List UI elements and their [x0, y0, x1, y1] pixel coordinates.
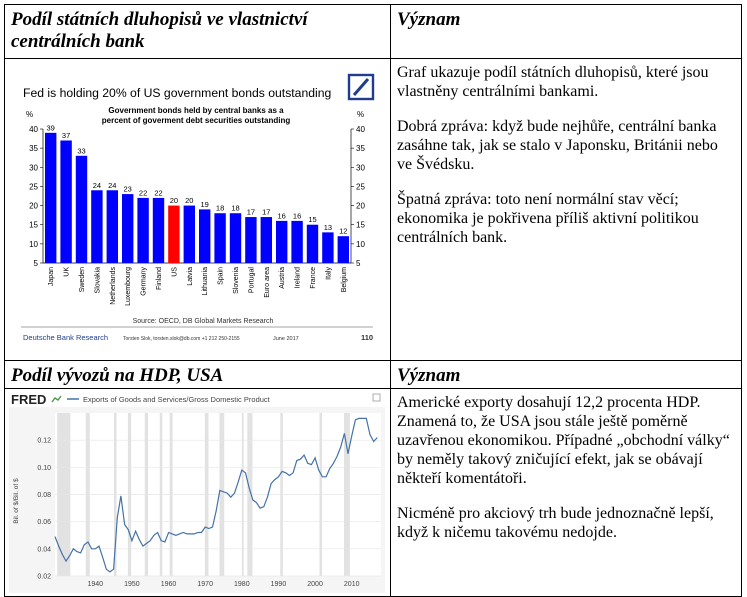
- db-bar-germany: [137, 198, 148, 263]
- db-bar-finland: [153, 198, 164, 263]
- section1-paragraph: Dobrá zpráva: když bude nejhůře, centrální banka zasáhne tak, jak se stalo v Japonsku, Británii nebo ve Švédsku.: [397, 118, 718, 173]
- db-y-tick-label-left: 5: [33, 259, 38, 268]
- db-x-category-label: Slovakia: [94, 267, 102, 294]
- db-x-category-label: Finland: [156, 267, 163, 290]
- db-bar-italy: [322, 232, 333, 263]
- content-table: [4, 4, 742, 597]
- db-bar-value-label: 18: [231, 203, 240, 213]
- db-x-category-label: Lithuania: [202, 267, 210, 296]
- db-y-tick-label-left: 25: [29, 182, 38, 192]
- section2-header-row: [5, 361, 742, 389]
- db-bar-value-label: 33: [77, 146, 86, 156]
- section2-paragraph: Americké exporty dosahují 12,2 procenta HDP. Znamená to, že USA jsou stále ještě poměrně uzavřenou ekonomikou. Případné „obchodní války“ by neměly takový zničující efekt, jak se obávají někteří komentátoři.: [397, 394, 730, 487]
- db-bar-uk: [60, 140, 71, 263]
- db-bar-france: [307, 225, 318, 263]
- fred-x-tick-label: 1940: [87, 581, 104, 588]
- db-y-tick-label-left: 40: [29, 125, 38, 134]
- section1-paragraph: Špatná zpráva: toto není normální stav věcí; ekonomika je pokřivena příliš aktivní politikou centrálních bank.: [397, 191, 699, 246]
- db-y-tick-label-right: 15: [356, 220, 365, 230]
- db-footer-page: 110: [361, 333, 374, 342]
- db-bar-slovakia: [91, 190, 102, 263]
- fred-y-tick-label: 0.12: [37, 437, 51, 445]
- fred-y-axis-label: Bil. of $/Bil. of $: [13, 478, 20, 524]
- db-bar-value-label: 22: [154, 188, 163, 198]
- fred-line-chart: [9, 391, 385, 593]
- fred-chart-title: Exports of Goods and Services/Gross Domestic Product: [83, 395, 270, 404]
- section2-body-row: [5, 389, 742, 597]
- db-bar-value-label: 24: [92, 180, 102, 190]
- db-footer-author: Torsten Slok, torsten.slok@db.com +1 212 250-2155: [123, 336, 240, 342]
- db-bar-ireland: [291, 221, 302, 263]
- db-bar-netherlands: [107, 190, 118, 263]
- db-footer-date: June 2017: [273, 336, 299, 342]
- db-x-category-label: Latvia: [186, 267, 194, 286]
- section1-header-left: Podíl státních dluhopisů ve vlastnictví centrálních bank: [5, 5, 391, 59]
- db-bar-value-label: 17: [246, 207, 256, 217]
- fred-plot: [37, 413, 381, 588]
- fred-y-tick-label: 0.10: [37, 464, 51, 472]
- section1-header-row: [5, 5, 742, 59]
- db-footer-left: Deutsche Bank Research: [23, 333, 109, 342]
- db-x-category-label: Ireland: [294, 267, 302, 289]
- db-x-category-label: Spain: [217, 267, 225, 285]
- db-bar-sweden: [76, 156, 87, 263]
- db-bar-us: [168, 206, 179, 263]
- db-bar-value-label: 12: [339, 226, 348, 236]
- db-bar-value-label: 19: [200, 199, 209, 209]
- section1-header-right: Význam: [391, 5, 742, 59]
- db-x-category-label: US: [171, 267, 179, 277]
- db-y-tick-label-left: 20: [29, 201, 38, 211]
- db-x-category-label: Netherlands: [109, 267, 117, 305]
- db-chart-source: Source: OECD, DB Global Markets Research: [132, 318, 274, 325]
- db-bar-value-label: 39: [46, 123, 55, 133]
- db-y-unit-right: %: [357, 110, 365, 119]
- db-x-category-label: Japan: [48, 267, 56, 287]
- db-x-category-label: Italy: [325, 267, 333, 280]
- db-x-category-label: Euro area: [263, 267, 271, 298]
- db-bar-value-label: 20: [185, 196, 194, 206]
- db-x-category-label: France: [310, 267, 317, 289]
- db-bar-luxembourg: [122, 194, 133, 263]
- fred-x-tick-label: 1990: [270, 581, 287, 588]
- fred-x-tick-label: 1950: [124, 581, 140, 588]
- fred-y-tick-label: 0.02: [37, 573, 51, 581]
- fred-x-tick-label: 1970: [197, 581, 213, 588]
- db-y-tick-label-right: 30: [356, 163, 365, 173]
- db-y-tick-label-right: 40: [356, 125, 365, 134]
- section1-paragraph: Graf ukazuje podíl státních dluhopisů, které jsou vlastněny centrálními bankami.: [397, 64, 709, 100]
- db-bar-value-label: 22: [138, 188, 148, 198]
- db-x-category-label: Austria: [279, 267, 287, 289]
- db-y-unit-left: %: [26, 110, 34, 119]
- db-chart-headline: Fed is holding 20% of US government bonds outstanding: [23, 86, 332, 100]
- db-bar-value-label: 18: [215, 203, 225, 213]
- db-x-category-label: Luxembourg: [125, 267, 133, 306]
- db-y-tick-label-right: 10: [356, 239, 365, 249]
- fred-x-tick-label: 2010: [343, 581, 360, 588]
- db-chart-title-line2: percent of goverment debt securities outstanding: [101, 116, 291, 125]
- db-chart-title-line1: Government bonds held by central banks as a: [108, 106, 284, 115]
- db-chart-cell: [5, 59, 391, 361]
- db-bar-value-label: 24: [108, 180, 117, 190]
- db-bar-japan: [45, 133, 56, 263]
- section2-header-left: Podíl vývozů na HDP, USA: [5, 361, 391, 389]
- fred-y-tick-label: 0.06: [37, 519, 51, 527]
- db-y-tick-label-right: 20: [356, 201, 365, 211]
- db-bar-portugal: [245, 217, 256, 263]
- db-bar-value-label: 16: [277, 211, 286, 221]
- db-x-category-label: UK: [63, 267, 71, 277]
- db-bar-euro-area: [261, 217, 272, 263]
- db-y-tick-label-left: 10: [29, 239, 38, 249]
- db-bar-value-label: 37: [61, 130, 71, 140]
- section1-body-row: [5, 59, 742, 361]
- db-bar-value-label: 17: [262, 207, 271, 217]
- db-x-category-label: Belgium: [340, 267, 348, 293]
- db-y-tick-label-left: 15: [29, 220, 38, 230]
- section1-description: [391, 59, 742, 361]
- db-y-tick-label-right: 25: [356, 182, 365, 192]
- fred-chart-cell: [5, 389, 391, 597]
- db-bar-value-label: 23: [123, 184, 132, 194]
- db-bar-value-label: 13: [323, 222, 333, 232]
- db-bar-value-label: 15: [308, 215, 317, 225]
- fred-y-tick-label: 0.08: [37, 492, 51, 499]
- db-y-tick-label-left: 35: [29, 144, 38, 154]
- db-x-category-label: Slovenia: [233, 267, 240, 294]
- db-bar-belgium: [338, 236, 349, 263]
- fred-x-tick-label: 1980: [234, 581, 250, 588]
- fred-y-tick-label: 0.04: [37, 546, 51, 554]
- db-y-tick-label-left: 30: [29, 163, 38, 173]
- section2-description: [391, 389, 742, 597]
- fred-logo: FRED: [11, 392, 47, 407]
- db-x-category-label: Sweden: [79, 267, 86, 293]
- db-bar-value-label: 20: [169, 196, 179, 206]
- db-bar-value-label: 16: [292, 211, 302, 221]
- fred-x-tick-label: 2000: [307, 581, 323, 588]
- db-bar-austria: [276, 221, 287, 263]
- db-x-category-label: Portugal: [248, 267, 256, 294]
- section2-paragraph: Nicméně pro akciový trh bude jednoznačně lepší, když k ničemu takovému nedojde.: [397, 505, 714, 541]
- db-bar-slovenia: [230, 213, 241, 263]
- db-bar-latvia: [184, 206, 195, 263]
- fred-x-tick-label: 1960: [160, 581, 177, 588]
- db-y-tick-label-right: 35: [356, 144, 365, 154]
- db-bar-lithuania: [199, 209, 210, 263]
- db-bar-chart: [11, 65, 381, 355]
- db-y-tick-label-right: 5: [356, 259, 361, 268]
- section2-header-right: Význam: [391, 361, 742, 389]
- db-x-category-label: Germany: [140, 267, 148, 296]
- db-bar-spain: [214, 213, 225, 263]
